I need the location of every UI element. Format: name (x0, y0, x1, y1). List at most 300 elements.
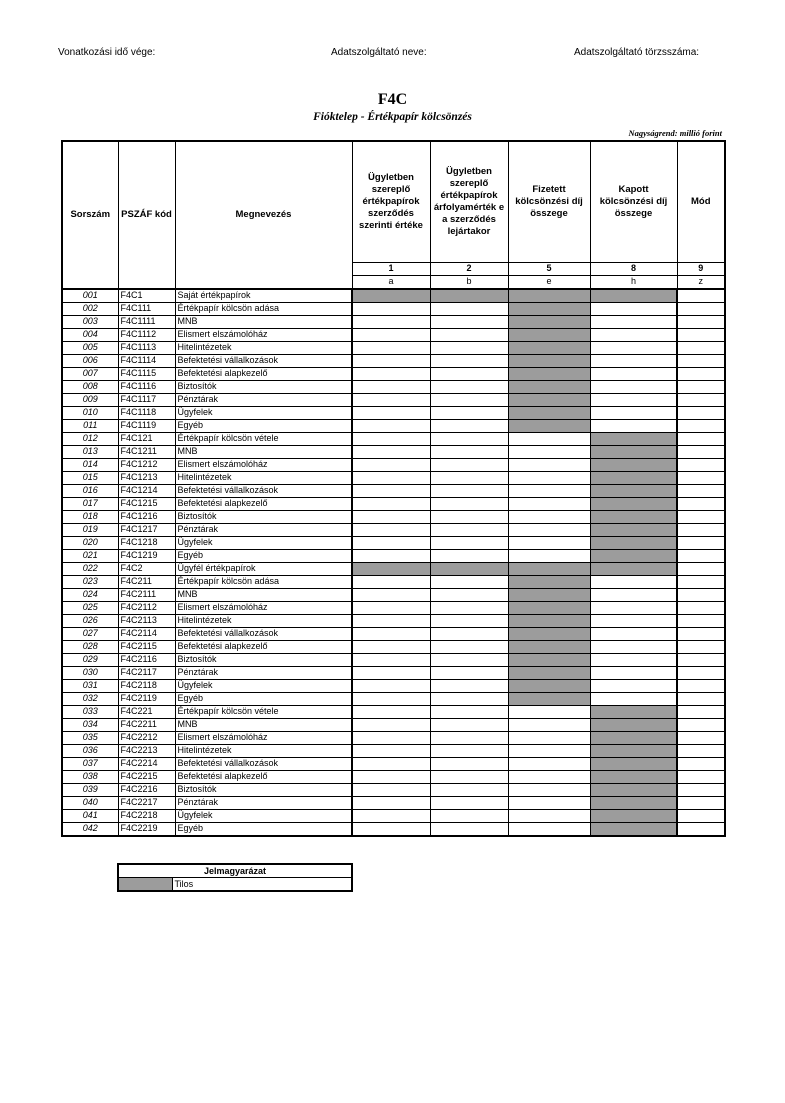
row-number: 013 (62, 446, 118, 459)
data-cell[interactable] (508, 446, 590, 459)
data-cell[interactable] (677, 602, 725, 615)
data-cell[interactable] (508, 758, 590, 771)
row-code: F4C2111 (118, 589, 175, 602)
row-code: F4C211 (118, 576, 175, 589)
data-cell[interactable] (352, 667, 430, 680)
row-code: F4C2218 (118, 810, 175, 823)
row-code: F4C1216 (118, 511, 175, 524)
prohibited-cell (508, 355, 590, 368)
row-code: F4C1113 (118, 342, 175, 355)
row-name: Befektetési alapkezelő (175, 641, 352, 654)
prohibited-cell (590, 498, 677, 511)
data-cell[interactable] (352, 394, 430, 407)
row-name: Befektetési alapkezelő (175, 498, 352, 511)
data-cell[interactable] (430, 368, 508, 381)
row-name: Befektetési vállalkozások (175, 628, 352, 641)
row-name: Hitelintézetek (175, 615, 352, 628)
prohibited-cell (508, 667, 590, 680)
data-cell[interactable] (508, 784, 590, 797)
prohibited-cell (508, 563, 590, 576)
prohibited-cell (430, 289, 508, 303)
row-name: Biztosítók (175, 511, 352, 524)
data-cell[interactable] (352, 693, 430, 706)
col-header-pszaf: PSZÁF kód (118, 141, 175, 289)
data-cell[interactable] (430, 459, 508, 472)
data-cell[interactable] (508, 537, 590, 550)
data-cell[interactable] (430, 706, 508, 719)
data-cell[interactable] (508, 810, 590, 823)
col-number: 9 (677, 263, 725, 276)
data-cell[interactable] (677, 654, 725, 667)
row-number: 028 (62, 641, 118, 654)
table-row (62, 810, 725, 823)
col-number: 2 (430, 263, 508, 276)
data-cell[interactable] (352, 797, 430, 810)
data-cell[interactable] (677, 589, 725, 602)
row-name: Értékpapír kölcsön vétele (175, 433, 352, 446)
row-number: 010 (62, 407, 118, 420)
data-cell[interactable] (430, 589, 508, 602)
col-header-2: Ügyletben szereplő értékpapírok árfolyamérték e a szerződés lejártakor (430, 141, 508, 263)
row-name: Értékpapír kölcsön adása (175, 576, 352, 589)
data-cell[interactable] (590, 381, 677, 394)
col-letter: e (508, 276, 590, 290)
prohibited-cell (590, 459, 677, 472)
data-cell[interactable] (430, 641, 508, 654)
data-cell[interactable] (677, 823, 725, 837)
data-cell[interactable] (590, 667, 677, 680)
data-cell[interactable] (430, 342, 508, 355)
data-cell[interactable] (352, 719, 430, 732)
data-cell[interactable] (590, 420, 677, 433)
row-number: 039 (62, 784, 118, 797)
data-cell[interactable] (590, 693, 677, 706)
table-row (62, 368, 725, 381)
data-cell[interactable] (430, 771, 508, 784)
data-cell[interactable] (677, 758, 725, 771)
data-cell[interactable] (430, 329, 508, 342)
row-code: F4C2213 (118, 745, 175, 758)
data-cell[interactable] (430, 355, 508, 368)
prohibited-cell (508, 589, 590, 602)
row-code: F4C2117 (118, 667, 175, 680)
table-row (62, 537, 725, 550)
row-number: 003 (62, 316, 118, 329)
row-code: F4C2118 (118, 680, 175, 693)
prohibited-cell (508, 576, 590, 589)
data-cell[interactable] (352, 355, 430, 368)
data-cell[interactable] (508, 433, 590, 446)
row-code: F4C1211 (118, 446, 175, 459)
col-header-5: Fizetett kölcsönzési díj összege (508, 141, 590, 263)
row-code: F4C1 (118, 289, 175, 303)
data-cell[interactable] (590, 589, 677, 602)
data-cell[interactable] (677, 615, 725, 628)
data-cell[interactable] (677, 576, 725, 589)
row-number: 033 (62, 706, 118, 719)
col-header-megnevezes: Megnevezés (175, 141, 352, 289)
table-row (62, 329, 725, 342)
row-number: 023 (62, 576, 118, 589)
prohibited-cell (590, 823, 677, 837)
row-number: 009 (62, 394, 118, 407)
data-cell[interactable] (430, 810, 508, 823)
data-cell[interactable] (430, 433, 508, 446)
data-cell[interactable] (430, 394, 508, 407)
data-cell[interactable] (430, 667, 508, 680)
data-cell[interactable] (352, 459, 430, 472)
data-cell[interactable] (590, 602, 677, 615)
data-cell[interactable] (352, 602, 430, 615)
data-cell[interactable] (677, 719, 725, 732)
data-cell[interactable] (430, 498, 508, 511)
data-cell[interactable] (430, 693, 508, 706)
data-cell[interactable] (430, 745, 508, 758)
prohibited-cell (590, 563, 677, 576)
prohibited-cell (590, 745, 677, 758)
row-number: 037 (62, 758, 118, 771)
data-cell[interactable] (677, 667, 725, 680)
row-number: 001 (62, 289, 118, 303)
row-name: Egyéb (175, 420, 352, 433)
data-cell[interactable] (352, 511, 430, 524)
row-name: Egyéb (175, 823, 352, 837)
data-cell[interactable] (508, 745, 590, 758)
data-cell[interactable] (508, 459, 590, 472)
data-cell[interactable] (508, 732, 590, 745)
row-code: F4C2 (118, 563, 175, 576)
row-name: Elismert elszámolóház (175, 602, 352, 615)
row-number: 021 (62, 550, 118, 563)
data-cell[interactable] (677, 485, 725, 498)
data-cell[interactable] (430, 537, 508, 550)
data-cell[interactable] (352, 654, 430, 667)
data-cell[interactable] (352, 446, 430, 459)
row-number: 027 (62, 628, 118, 641)
data-cell[interactable] (508, 550, 590, 563)
prohibited-cell (508, 602, 590, 615)
data-cell[interactable] (352, 550, 430, 563)
row-name: Elismert elszámolóház (175, 329, 352, 342)
data-cell[interactable] (352, 706, 430, 719)
prohibited-cell (590, 550, 677, 563)
prohibited-cell (508, 407, 590, 420)
data-cell[interactable] (677, 420, 725, 433)
data-cell[interactable] (677, 329, 725, 342)
prohibited-cell (590, 511, 677, 524)
data-cell[interactable] (590, 654, 677, 667)
data-cell[interactable] (677, 680, 725, 693)
table-body (62, 289, 725, 836)
table-row (62, 641, 725, 654)
row-name: Biztosítók (175, 381, 352, 394)
data-cell[interactable] (677, 810, 725, 823)
data-cell[interactable] (677, 524, 725, 537)
data-cell[interactable] (352, 823, 430, 837)
data-cell[interactable] (677, 563, 725, 576)
data-cell[interactable] (677, 706, 725, 719)
row-number: 030 (62, 667, 118, 680)
data-cell[interactable] (352, 342, 430, 355)
data-cell[interactable] (677, 550, 725, 563)
data-cell[interactable] (677, 693, 725, 706)
data-cell[interactable] (430, 823, 508, 837)
data-cell[interactable] (352, 316, 430, 329)
row-name: Hitelintézetek (175, 342, 352, 355)
data-cell[interactable] (508, 771, 590, 784)
table-row (62, 615, 725, 628)
row-name: Egyéb (175, 550, 352, 563)
row-name: Értékpapír kölcsön adása (175, 303, 352, 316)
row-name: Elismert elszámolóház (175, 459, 352, 472)
data-cell[interactable] (677, 797, 725, 810)
table-row (62, 576, 725, 589)
data-cell[interactable] (677, 628, 725, 641)
prohibited-cell (430, 563, 508, 576)
row-code: F4C2113 (118, 615, 175, 628)
row-number: 016 (62, 485, 118, 498)
data-cell[interactable] (430, 758, 508, 771)
data-cell[interactable] (430, 615, 508, 628)
row-code: F4C121 (118, 433, 175, 446)
table-row (62, 498, 725, 511)
prohibited-cell (508, 680, 590, 693)
row-name: Ügyfelek (175, 810, 352, 823)
prohibited-cell (590, 810, 677, 823)
col-letter: h (590, 276, 677, 290)
data-cell[interactable] (352, 771, 430, 784)
data-cell[interactable] (677, 368, 725, 381)
data-cell[interactable] (677, 472, 725, 485)
data-cell[interactable] (677, 784, 725, 797)
data-cell[interactable] (508, 719, 590, 732)
data-cell[interactable] (352, 784, 430, 797)
data-cell[interactable] (430, 784, 508, 797)
row-name: Ügyfelek (175, 680, 352, 693)
data-cell[interactable] (677, 355, 725, 368)
col-letter: a (352, 276, 430, 290)
data-cell[interactable] (590, 576, 677, 589)
legend-item-label: Tilos (172, 878, 352, 892)
prohibited-cell (590, 472, 677, 485)
table-row (62, 420, 725, 433)
data-cell[interactable] (430, 732, 508, 745)
data-cell[interactable] (430, 524, 508, 537)
data-cell[interactable] (352, 589, 430, 602)
prohibited-cell (508, 394, 590, 407)
data-cell[interactable] (590, 615, 677, 628)
row-code: F4C2116 (118, 654, 175, 667)
prohibited-cell (508, 693, 590, 706)
data-cell[interactable] (677, 316, 725, 329)
row-name: Pénztárak (175, 524, 352, 537)
data-cell[interactable] (430, 550, 508, 563)
row-name: Befektetési vállalkozások (175, 485, 352, 498)
data-cell[interactable] (590, 407, 677, 420)
data-cell[interactable] (430, 485, 508, 498)
row-number: 035 (62, 732, 118, 745)
row-number: 011 (62, 420, 118, 433)
data-cell[interactable] (352, 758, 430, 771)
row-code: F4C1215 (118, 498, 175, 511)
data-cell[interactable] (352, 810, 430, 823)
table-row (62, 823, 725, 837)
data-cell[interactable] (590, 355, 677, 368)
row-number: 034 (62, 719, 118, 732)
prohibited-cell (590, 719, 677, 732)
data-cell[interactable] (352, 485, 430, 498)
table-row (62, 745, 725, 758)
row-number: 007 (62, 368, 118, 381)
data-cell[interactable] (352, 472, 430, 485)
data-cell[interactable] (352, 329, 430, 342)
data-cell[interactable] (430, 446, 508, 459)
data-cell[interactable] (677, 641, 725, 654)
data-cell[interactable] (352, 368, 430, 381)
data-cell[interactable] (590, 628, 677, 641)
data-cell[interactable] (508, 472, 590, 485)
table-row (62, 667, 725, 680)
table-row (62, 628, 725, 641)
row-code: F4C1218 (118, 537, 175, 550)
row-number: 005 (62, 342, 118, 355)
data-cell[interactable] (352, 524, 430, 537)
data-cell[interactable] (430, 407, 508, 420)
row-code: F4C1219 (118, 550, 175, 563)
row-number: 038 (62, 771, 118, 784)
row-name: Ügyfél értékpapírok (175, 563, 352, 576)
row-name: Hitelintézetek (175, 472, 352, 485)
prohibited-cell (508, 329, 590, 342)
data-cell[interactable] (677, 732, 725, 745)
data-cell[interactable] (677, 394, 725, 407)
table-row (62, 797, 725, 810)
data-cell[interactable] (677, 771, 725, 784)
data-cell[interactable] (508, 498, 590, 511)
data-cell[interactable] (430, 680, 508, 693)
row-number: 024 (62, 589, 118, 602)
data-cell[interactable] (677, 342, 725, 355)
data-cell[interactable] (590, 641, 677, 654)
data-cell[interactable] (352, 303, 430, 316)
data-cell[interactable] (677, 498, 725, 511)
data-cell[interactable] (508, 797, 590, 810)
data-cell[interactable] (508, 823, 590, 837)
data-cell[interactable] (352, 615, 430, 628)
data-cell[interactable] (508, 706, 590, 719)
row-code: F4C2112 (118, 602, 175, 615)
row-number: 031 (62, 680, 118, 693)
data-cell[interactable] (677, 446, 725, 459)
prohibited-cell (590, 485, 677, 498)
row-number: 040 (62, 797, 118, 810)
table-row (62, 732, 725, 745)
data-cell[interactable] (430, 602, 508, 615)
data-cell[interactable] (352, 745, 430, 758)
row-number: 018 (62, 511, 118, 524)
row-code: F4C221 (118, 706, 175, 719)
data-cell[interactable] (590, 680, 677, 693)
data-cell[interactable] (430, 511, 508, 524)
row-name: Hitelintézetek (175, 745, 352, 758)
row-number: 022 (62, 563, 118, 576)
prohibited-cell (508, 654, 590, 667)
data-cell[interactable] (677, 537, 725, 550)
data-cell[interactable] (430, 576, 508, 589)
row-code: F4C1111 (118, 316, 175, 329)
data-cell[interactable] (430, 654, 508, 667)
data-cell[interactable] (430, 628, 508, 641)
period-end-label: Vonatkozási idő vége: (58, 47, 156, 58)
table-row (62, 706, 725, 719)
data-cell[interactable] (352, 680, 430, 693)
data-cell[interactable] (590, 303, 677, 316)
prohibited-cell (590, 732, 677, 745)
prohibited-cell (352, 563, 430, 576)
data-cell[interactable] (677, 745, 725, 758)
row-code: F4C1118 (118, 407, 175, 420)
data-cell[interactable] (352, 628, 430, 641)
data-cell[interactable] (352, 732, 430, 745)
data-cell[interactable] (352, 407, 430, 420)
table-row (62, 524, 725, 537)
table-row (62, 446, 725, 459)
data-cell[interactable] (430, 316, 508, 329)
data-cell[interactable] (677, 381, 725, 394)
data-cell[interactable] (430, 472, 508, 485)
data-cell[interactable] (677, 303, 725, 316)
data-cell[interactable] (677, 459, 725, 472)
data-cell[interactable] (590, 342, 677, 355)
data-cell[interactable] (430, 719, 508, 732)
data-cell[interactable] (677, 433, 725, 446)
data-cell[interactable] (352, 498, 430, 511)
data-cell[interactable] (590, 394, 677, 407)
unit-note: Nagyságrend: millió forint (628, 128, 722, 138)
prohibited-cell (508, 381, 590, 394)
data-cell[interactable] (508, 485, 590, 498)
data-cell[interactable] (352, 433, 430, 446)
data-cell[interactable] (677, 289, 725, 303)
table-row (62, 719, 725, 732)
data-cell[interactable] (430, 797, 508, 810)
data-cell[interactable] (352, 641, 430, 654)
col-header-8: Kapott kölcsönzési díj összege (590, 141, 677, 263)
data-cell[interactable] (352, 576, 430, 589)
provider-id-label: Adatszolgáltató törzsszáma: (574, 47, 700, 58)
row-code: F4C2217 (118, 797, 175, 810)
data-cell[interactable] (430, 303, 508, 316)
data-cell[interactable] (352, 420, 430, 433)
row-code: F4C2115 (118, 641, 175, 654)
data-cell[interactable] (508, 511, 590, 524)
row-name: Befektetési alapkezelő (175, 771, 352, 784)
data-cell[interactable] (590, 329, 677, 342)
data-cell[interactable] (430, 381, 508, 394)
data-cell[interactable] (430, 420, 508, 433)
row-name: Biztosítók (175, 784, 352, 797)
data-cell[interactable] (677, 511, 725, 524)
legend (117, 863, 353, 892)
data-cell[interactable] (352, 381, 430, 394)
data-cell[interactable] (508, 524, 590, 537)
data-cell[interactable] (677, 407, 725, 420)
row-code: F4C1119 (118, 420, 175, 433)
data-cell[interactable] (352, 537, 430, 550)
data-cell[interactable] (590, 316, 677, 329)
table-row (62, 381, 725, 394)
data-cell[interactable] (590, 368, 677, 381)
